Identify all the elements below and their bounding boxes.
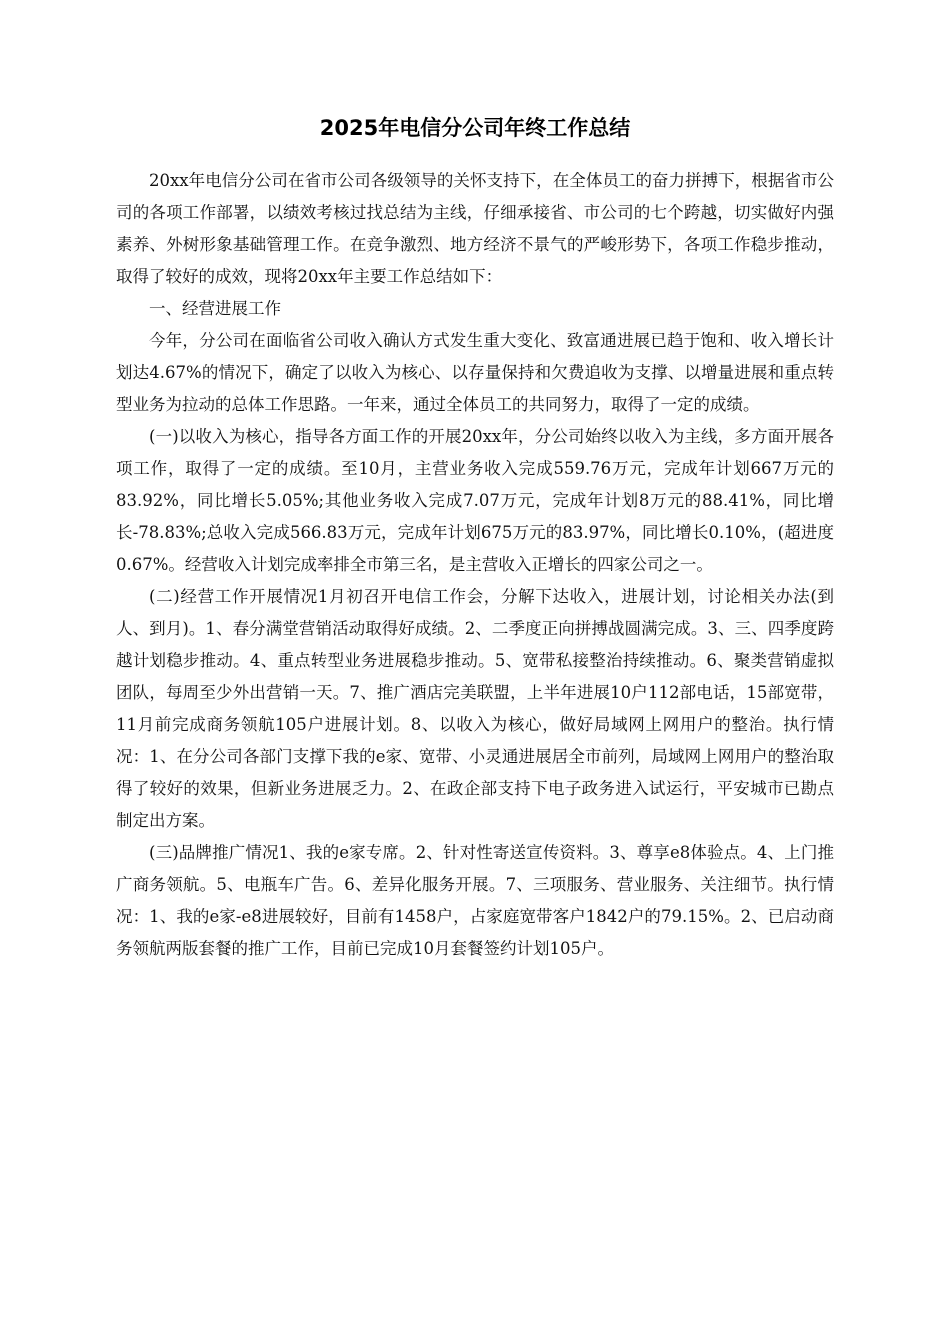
document-body [116, 165, 834, 965]
work-status-paragraph: (二)经营工作开展情况1月初召开电信工作会，分解下达收入，进展计划，讨论相关办法(到人、到月)。1、春分满堂营销活动取得好成绩。2、二季度正向拼搏战圆满完成。3、三、四季度跨越计划稳步推动。4、重点转型业务进展稳步推动。5、宽带私接整治持续推动。6、聚类营销虚拟团队，每周至少外出营销一天。7、推广酒店完美联盟，上半年进展10户112部电话，15部宽带，11月前完成商务领航105户进展计划。8、以收入为核心，做好局域网上网用户的整治。执行情况：1、在分公司各部门支撑下我的e家、宽带、小灵通进展居全市前列，局域网上网用户的整治取得了较好的效果，但新业务进展乏力。2、在政企部支持下电子政务进入试运行，平安城市已勘点制定出方案。 [116, 587, 834, 830]
brand-promotion-paragraph: (三)品牌推广情况1、我的e家专席。2、针对性寄送宣传资料。3、尊享e8体验点。4、上门推广商务领航。5、电瓶车广告。6、差异化服务开展。7、三项服务、营业服务、关注细节。执行情况：1、我的e家-e8进展较好，目前有1458户，占家庭宽带客户1842户的79.15%。2、已启动商务领航两版套餐的推广工作，目前已完成10月套餐签约计划105户。 [116, 843, 834, 958]
revenue-paragraph: (一)以收入为核心，指导各方面工作的开展20xx年，分公司始终以收入为主线，多方面开展各项工作，取得了一定的成绩。至10月，主营业务收入完成559.76万元，完成年计划667万元的83.92%，同比增长5.05%;其他业务收入完成7.07万元，完成年计划8万元的88.41%，同比增长-78.83%;总收入完成566.83万元，完成年计划675万元的83.97%，同比增长0.10%，(超进度0.67%。经营收入计划完成率排全市第三名，是主营收入正增长的四家公司之一。 [116, 427, 834, 574]
document-title: 2025年电信分公司年终工作总结 [319, 116, 631, 140]
operations-paragraph: 今年，分公司在面临省公司收入确认方式发生重大变化、致富通进展已趋于饱和、收入增长计划达4.67%的情况下，确定了以收入为核心、以存量保持和欠费追收为支撑、以增量进展和重点转型业务为拉动的总体工作思路。一年来，通过全体员工的共同努力，取得了一定的成绩。 [116, 331, 834, 414]
intro-paragraph: 20xx年电信分公司在省市公司各级领导的关怀支持下，在全体员工的奋力拼搏下，根据省市公司的各项工作部署，以绩效考核过找总结为主线，仔细承接省、市公司的七个跨越，切实做好内强素养、外树形象基础管理工作。在竞争激烈、地方经济不景气的严峻形势下，各项工作稳步推动，取得了较好的成效，现将20xx年主要工作总结如下： [116, 171, 834, 286]
section-heading-operations: 一、经营进展工作 [149, 299, 281, 318]
